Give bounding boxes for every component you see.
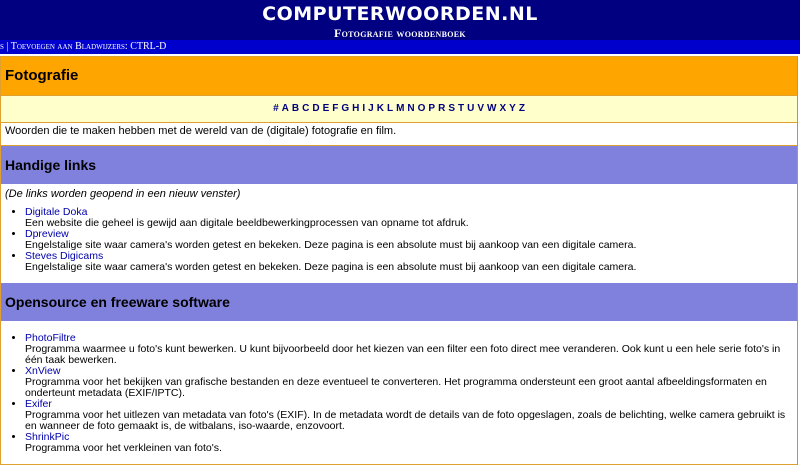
alphabet-link[interactable]: # — [273, 103, 279, 114]
section-header — [1, 146, 797, 184]
link-description: Een website die geheel is gewijd aan digitale beeldbewerkingprocessen van opname tot afdruk. — [25, 217, 469, 229]
alphabet-link[interactable]: A — [281, 103, 289, 114]
section-title: Opensource en freeware software — [5, 294, 230, 310]
alphabet-link[interactable]: D — [312, 103, 320, 114]
site-title[interactable]: COMPUTERWOORDEN.NL — [262, 3, 538, 25]
top-nav-bar — [0, 40, 800, 54]
alphabet-link[interactable]: V — [477, 103, 485, 114]
list-item — [25, 229, 797, 251]
alphabet-link[interactable]: X — [499, 103, 507, 114]
alphabet-link[interactable]: B — [291, 103, 300, 114]
list-item — [25, 366, 797, 399]
list-item — [25, 399, 797, 432]
alphabet-link[interactable]: L — [386, 103, 394, 114]
section-header — [1, 283, 797, 321]
alphabet-link[interactable]: G — [341, 103, 350, 114]
section-opensource — [1, 283, 797, 464]
alphabet-link[interactable]: I — [362, 103, 366, 114]
list-item — [25, 207, 797, 229]
content-frame — [0, 56, 797, 465]
link-photofiltre[interactable]: PhotoFiltre — [25, 332, 76, 344]
link-steves-digicams[interactable]: Steves Digicams — [25, 250, 104, 262]
link-xnview[interactable]: XnView — [25, 365, 61, 377]
main-content — [0, 56, 798, 465]
list-item — [25, 251, 797, 273]
alphabet-link[interactable]: W — [487, 103, 497, 114]
alphabet-link[interactable]: K — [376, 103, 384, 114]
alphabet-link[interactable]: M — [396, 103, 405, 114]
top-nav-text[interactable]: s | Toevoegen aan Bladwijzers: CTRL-D — [0, 41, 167, 52]
link-shrinkpic[interactable]: ShrinkPic — [25, 431, 70, 443]
section-note: (De links worden geopend in een nieuw venster) — [5, 188, 241, 200]
section-handige-links — [1, 146, 797, 283]
link-description: Programma voor het verkleinen van foto's. — [25, 442, 222, 454]
site-subtitle: Fotografie woordenboek — [334, 26, 466, 40]
alphabet-link[interactable]: F — [332, 103, 339, 114]
category-intro: Woorden die te maken hebben met de wereld van de (digitale) fotografie en film. — [1, 123, 797, 146]
alphabet-nav — [1, 96, 797, 123]
link-digitale-doka[interactable]: Digitale Doka — [25, 206, 88, 218]
link-description: Programma voor het bekijken van grafische bestanden en deze eventueel te converteren. Het programma ondersteunt een groot aantal afbeeldingsformaten en onderteunt metadata (EXIF/IPTC). — [25, 376, 767, 399]
link-description: Engelstalige site waar camera's worden getest en bekeken. Deze pagina is een absolute must bij aankoop van een digitale camera. — [25, 261, 637, 273]
list-item — [25, 333, 797, 366]
alphabet-link[interactable]: J — [368, 103, 374, 114]
list-item — [25, 432, 797, 454]
alphabet-link[interactable]: P — [428, 103, 436, 114]
link-description: Engelstalige site waar camera's worden getest en bekeken. Deze pagina is een absolute must bij aankoop van een digitale camera. — [25, 239, 637, 251]
alphabet-link[interactable]: S — [448, 103, 455, 114]
category-header — [1, 57, 797, 96]
site-header — [0, 0, 800, 40]
alphabet-link[interactable]: U — [467, 103, 475, 114]
alphabet-link[interactable]: E — [322, 103, 330, 114]
link-dpreview[interactable]: Dpreview — [25, 228, 69, 240]
link-description: Programma voor het uitlezen van metadata van foto's (EXIF). In de metadata wordt de details van de foto opgeslagen, zoals de belichting, welke camera gebruikt is en wanneer de foto gemaakt is, de witbalans, iso-waarde, enzovoort. — [25, 409, 786, 432]
alphabet-link[interactable]: H — [352, 103, 360, 114]
alphabet-link[interactable]: Y — [509, 103, 516, 114]
alphabet-link[interactable]: Z — [518, 103, 525, 114]
alphabet-link[interactable]: O — [417, 103, 426, 114]
link-list — [1, 207, 797, 273]
link-list — [1, 333, 797, 454]
alphabet-link[interactable]: R — [438, 103, 446, 114]
link-description: Programma waarmee u foto's kunt bewerken. U kunt bijvoorbeeld door het kiezen van een filter een foto direct mee veranderen. Ook kunt u een hele serie foto's in één taak bewerken. — [25, 343, 781, 366]
section-title: Handige links — [5, 157, 97, 173]
alphabet-link[interactable]: C — [302, 103, 310, 114]
alphabet-link[interactable]: N — [407, 103, 415, 114]
link-exifer[interactable]: Exifer — [25, 398, 52, 410]
alphabet-link[interactable]: T — [458, 103, 465, 114]
category-title: Fotografie — [5, 67, 79, 84]
